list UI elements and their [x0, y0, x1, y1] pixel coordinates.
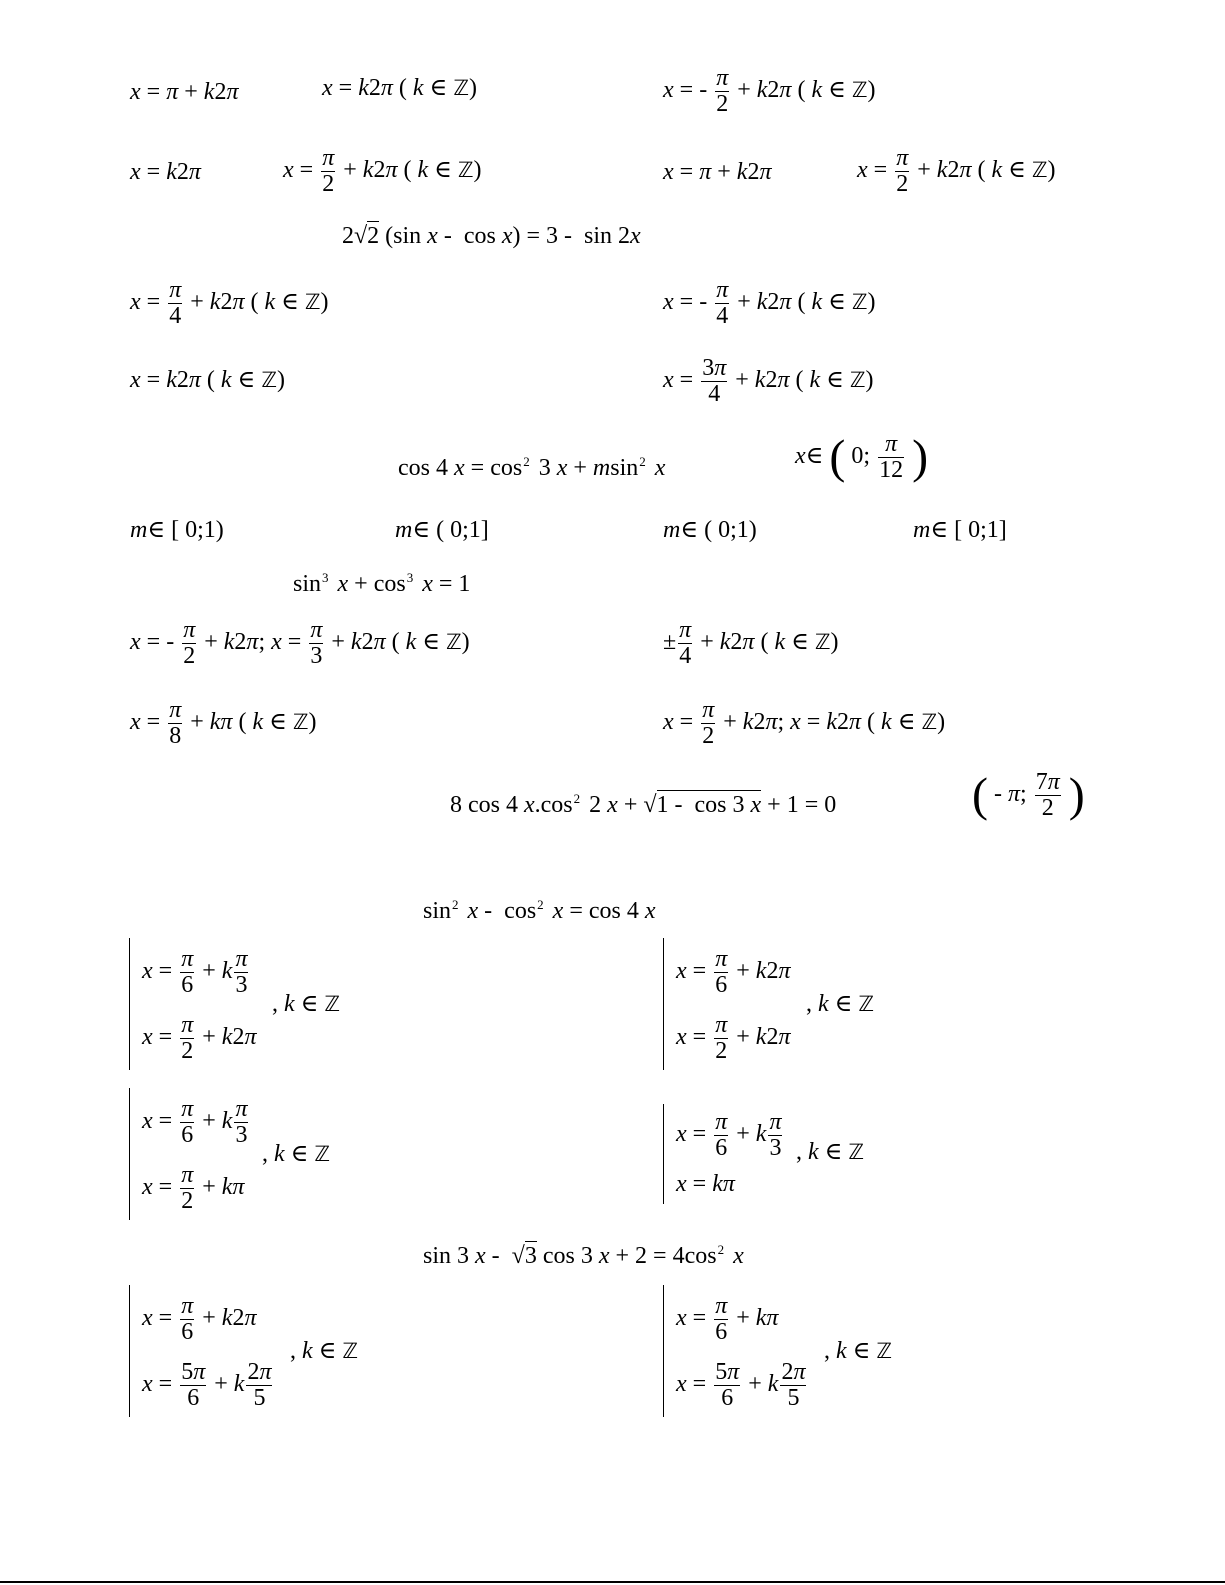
q3-option-d: m∈ [ 0;1]	[913, 517, 1007, 543]
q2-option-a: x = $\frac{\pi}{4}$ + k2π ( k ∈ ℤ)	[130, 277, 329, 330]
q6-option-c: x = $\frac{\pi}{6}$ + k $\frac{\pi}{3}$ x = $\frac{\pi}{2}$ + kπ , k ∈ ℤ	[129, 1088, 250, 1220]
q1-option-c-rhs: x = $\frac{\pi}{2}$ + k2π ( k ∈ ℤ)	[283, 145, 482, 198]
q1-option-c-lhs: x = k2π	[130, 159, 201, 185]
q4-option-a: x = - $\frac{\pi}{2}$ + k2π; x = $\frac{\pi}{3}$ + k2π ( k ∈ ℤ)	[130, 617, 470, 670]
q2-option-b: x = - $\frac{\pi}{4}$ + k2π ( k ∈ ℤ)	[663, 277, 876, 330]
q6-equation: $\sin^2 x - \cos^2 x = \cos 4$ x	[423, 897, 656, 925]
q4-equation: $\sin^3 x + \cos^3 x = 1$	[293, 570, 471, 598]
q6-option-b: x = $\frac{\pi}{6}$ + k2π x = $\frac{\pi}{2}$ + k2π , k ∈ ℤ	[663, 938, 790, 1070]
q1-option-a-lhs: x = π + k2π	[130, 79, 239, 105]
q3-option-b: m∈ ( 0;1]	[395, 517, 489, 543]
q4-option-d: x = $\frac{\pi}{2}$ + k2π; x = k2π ( k ∈ ℤ)	[663, 697, 946, 750]
q1-option-b: x = - $\frac{\pi}{2}$ + k2π ( k ∈ ℤ)	[663, 65, 876, 118]
q6-option-d: x = $\frac{\pi}{6}$ + k $\frac{\pi}{3}$ x = kπ , k ∈ ℤ	[663, 1104, 784, 1204]
q7-option-b: x = $\frac{\pi}{6}$ + kπ x = $\frac{5\pi}{6}$ + k $\frac{2\pi}{5}$ , k ∈ ℤ	[663, 1285, 808, 1417]
q4-option-c: x = $\frac{\pi}{8}$ + kπ ( k ∈ ℤ)	[130, 697, 317, 750]
q2-equation: 2√2 (sin x - cos x) = 3 - sin 2x	[342, 223, 641, 249]
q3-option-c: m∈ ( 0;1)	[663, 517, 757, 543]
q6-option-a: x = $\frac{\pi}{6}$ + k $\frac{\pi}{3}$ x = $\frac{\pi}{2}$ + k2π , k ∈ ℤ	[129, 938, 256, 1070]
q3-interval: x∈ ( 0; $\frac{\pi}{12}$ )	[795, 430, 929, 484]
page-bottom-rule	[0, 1581, 1225, 1583]
q5-equation: 8 cos 4 $x.\cos^2$ 2 x + √1 - cos 3 x + 1 = 0	[450, 791, 837, 819]
q1-option-d-lhs: x = π + k2π	[663, 159, 772, 185]
q2-option-d: x = $\frac{3\pi}{4}$ + k2π ( k ∈ ℤ)	[663, 355, 874, 408]
q7-option-a: x = $\frac{\pi}{6}$ + k2π x = $\frac{5\pi}{6}$ + k $\frac{2\pi}{5}$ , k ∈ ℤ	[129, 1285, 274, 1417]
q1-option-d-rhs: x = $\frac{\pi}{2}$ + k2π ( k ∈ ℤ)	[857, 145, 1056, 198]
q7-equation: sin 3 x - √3 cos 3 $x + 2 = 4\cos^2$ x	[423, 1242, 744, 1270]
q2-option-c: x = k2π ( k ∈ ℤ)	[130, 367, 285, 393]
q1-option-a-rhs: x = k2π ( k ∈ ℤ)	[322, 75, 477, 101]
q3-equation: cos 4 $x = \cos^2 3$ x + msin$^2$ x	[398, 454, 666, 482]
q5-interval: ( - π; $\frac{7\pi}{2}$ )	[972, 768, 1085, 822]
q4-option-b: ± $\frac{\pi}{4}$ + k2π ( k ∈ ℤ)	[663, 617, 839, 670]
q3-option-a: m∈ [ 0;1)	[130, 517, 224, 543]
